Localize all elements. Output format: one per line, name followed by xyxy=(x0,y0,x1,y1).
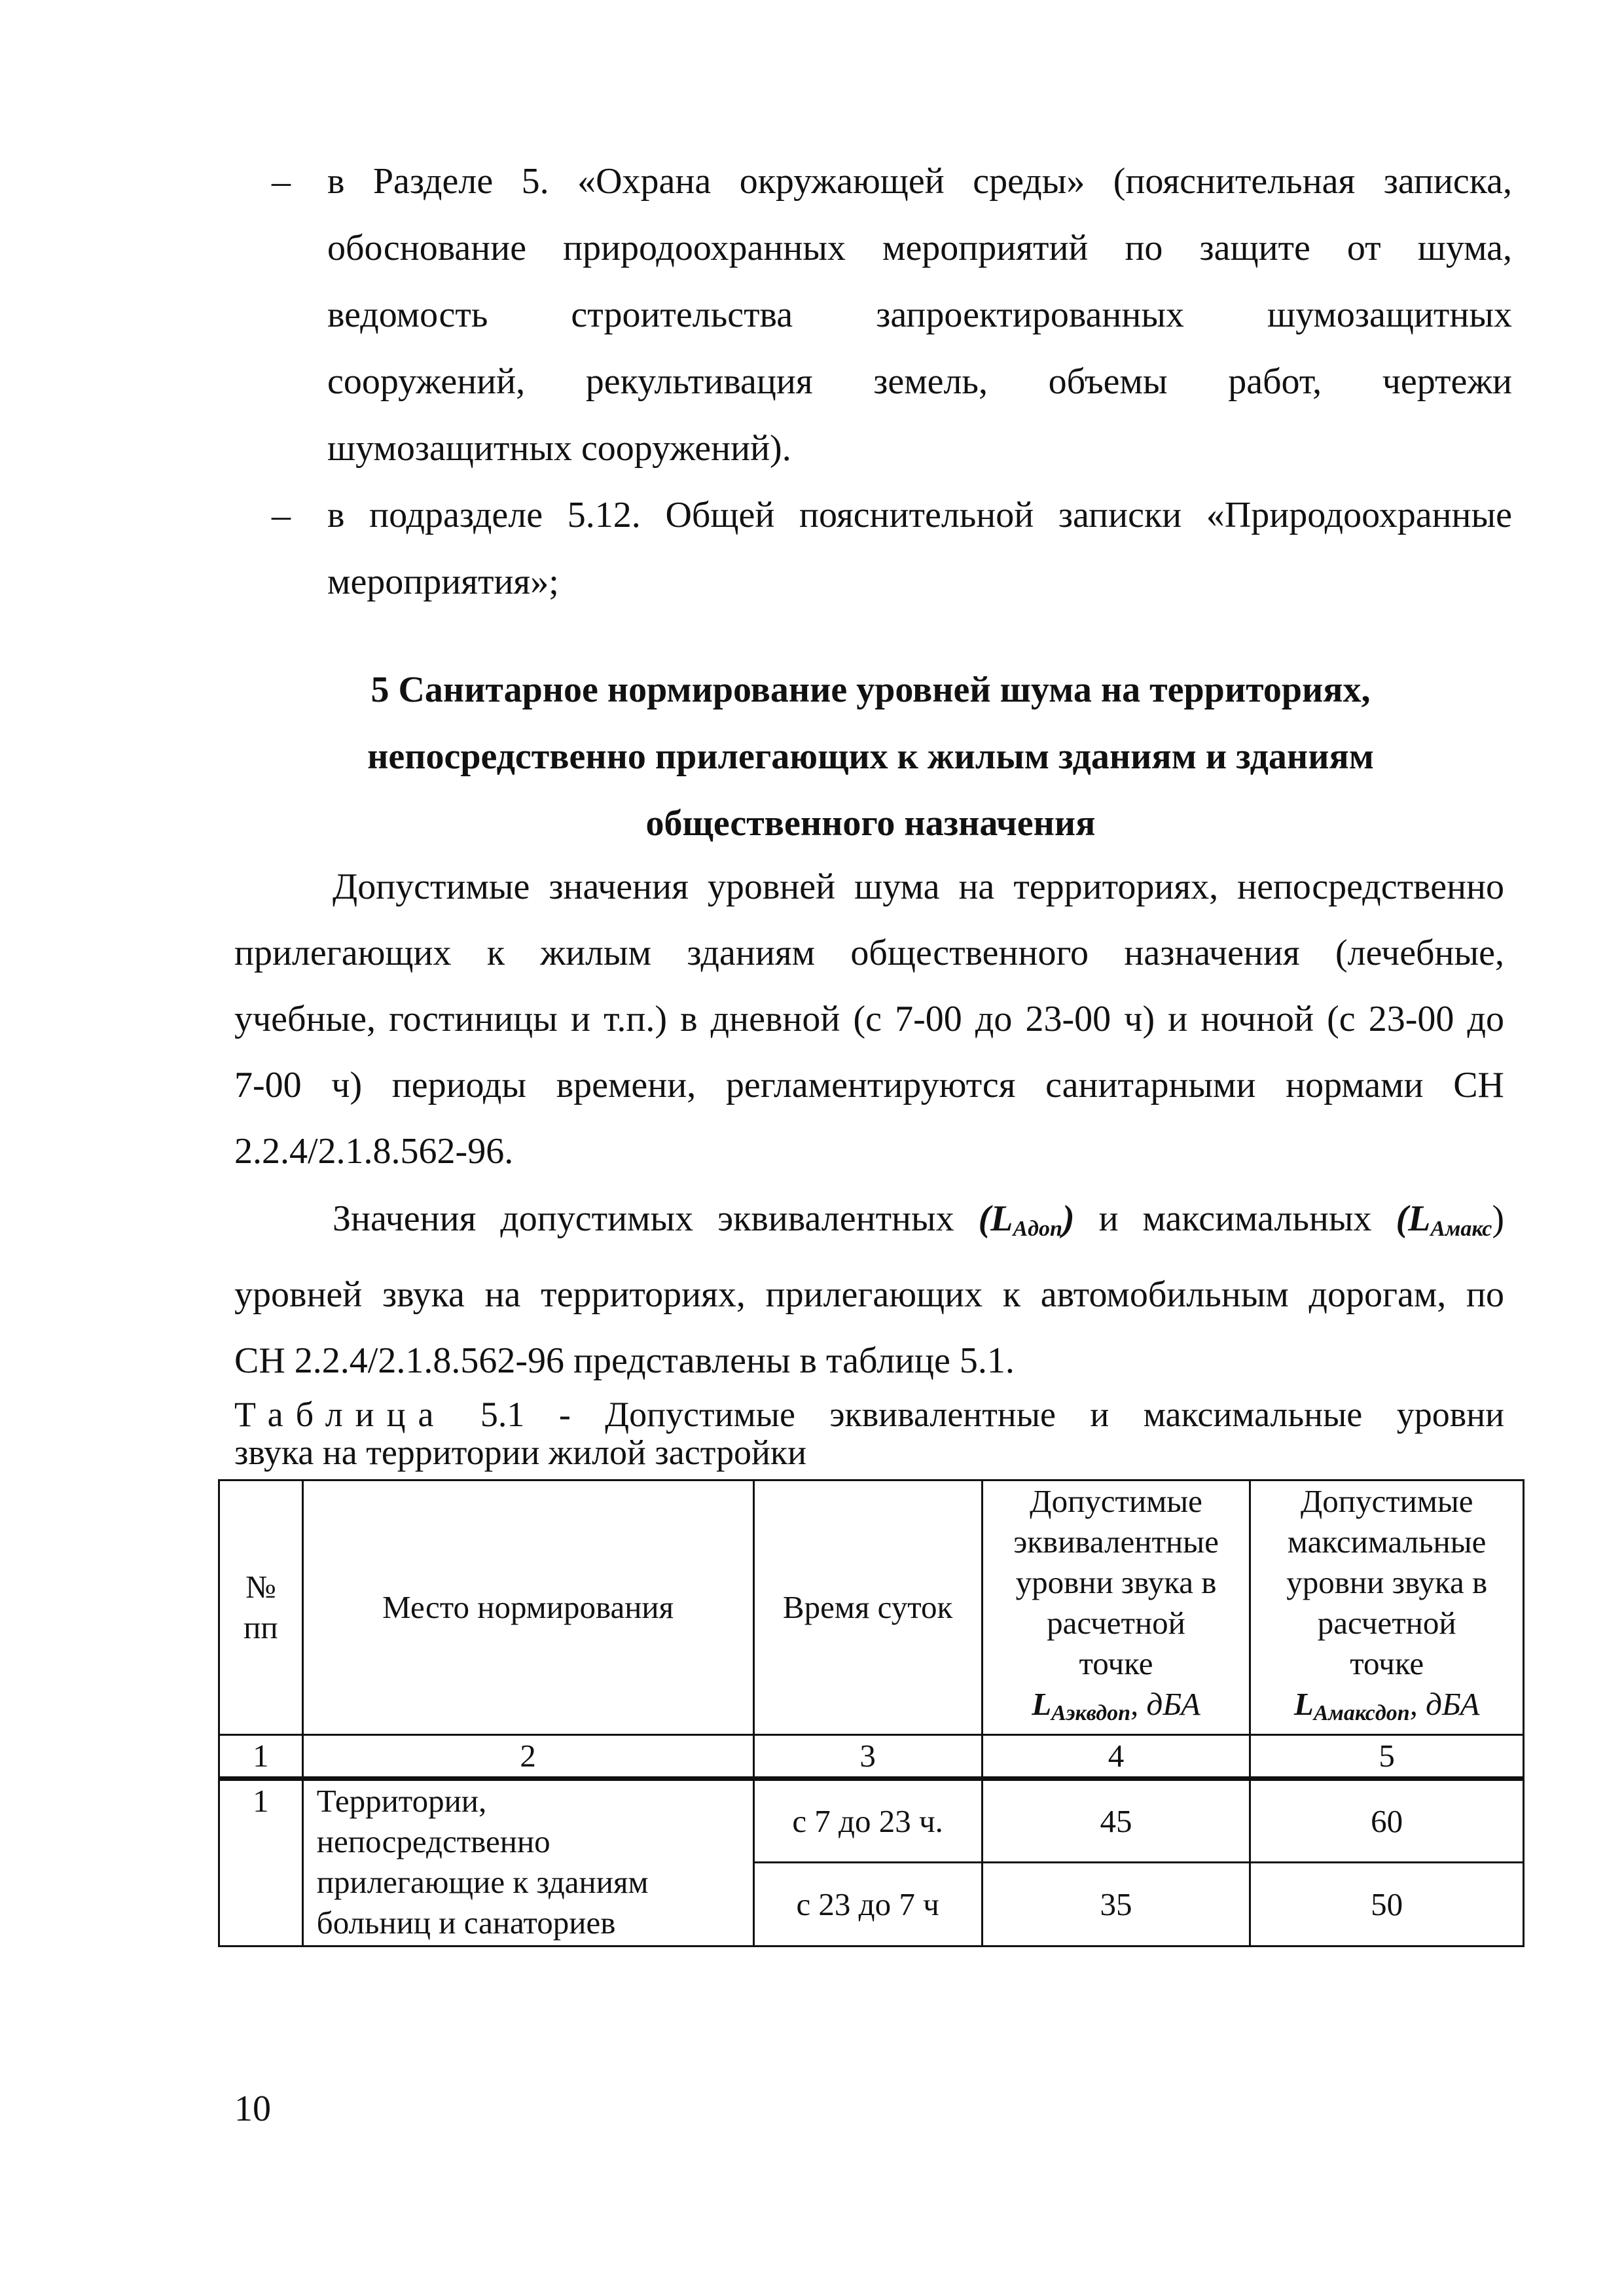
text-line: Допустимые значения уровней шума на территориях, непосредственно xyxy=(333,867,1504,907)
text-line xyxy=(234,1186,1504,1262)
header-place: Место нормирования xyxy=(302,1480,753,1735)
header-line xyxy=(988,1684,1244,1734)
text-line: СН 2.2.4/2.1.8.562-96 представлены в таблице 5.1. xyxy=(234,1340,1015,1381)
row-maximum: 60 xyxy=(1250,1779,1524,1863)
column-number: 3 xyxy=(753,1735,982,1779)
header-line: уровни звука в xyxy=(1286,1564,1488,1600)
section-heading xyxy=(236,656,1506,857)
bullet-text xyxy=(327,148,1512,482)
caption-line xyxy=(234,1395,1504,1433)
text-line: прилегающих к жилым зданиям общественного назначения (лечебные, xyxy=(234,933,1504,973)
variable-symbol: ) xyxy=(1062,1198,1075,1239)
header-line: точке xyxy=(1350,1645,1424,1681)
text-line: сооружений, рекультивация земель, объемы работ, чертежи xyxy=(327,361,1512,402)
text-segment: Значения допустимых эквивалентных xyxy=(333,1198,954,1239)
noise-norms-table xyxy=(218,1479,1525,1947)
variable-subscript: Адоп xyxy=(1013,1217,1062,1241)
heading-line: непосредственно прилегающих к жилым зданиям и зданиям xyxy=(367,736,1374,777)
header-line: Допустимые xyxy=(1030,1483,1202,1519)
text-line: ведомость строительства запроектированных шумозащитных xyxy=(327,295,1512,335)
column-number: 1 xyxy=(219,1735,303,1779)
header-number xyxy=(219,1480,303,1735)
place-line: Территории, xyxy=(316,1783,487,1819)
place-line: больниц и санаториев xyxy=(316,1905,616,1941)
text-line: шумозащитных сооружений). xyxy=(327,428,791,469)
row-time: с 23 до 7 ч xyxy=(753,1863,982,1946)
unit-label: , дБА xyxy=(1409,1686,1480,1722)
caption-label: Таблица xyxy=(234,1395,446,1434)
variable-subscript: Аэквдоп xyxy=(1051,1701,1130,1725)
row-place xyxy=(302,1779,753,1946)
text-line: 2.2.4/2.1.8.562-96. xyxy=(234,1131,514,1172)
row-number: 1 xyxy=(219,1779,303,1946)
page-number: 10 xyxy=(234,2089,271,2129)
row-equivalent: 45 xyxy=(982,1779,1250,1863)
variable-symbol: (L xyxy=(978,1198,1013,1239)
variable-symbol: ) xyxy=(1492,1198,1505,1239)
header-line xyxy=(1256,1684,1517,1734)
bullet-text xyxy=(327,482,1512,615)
unit-label: , дБА xyxy=(1130,1686,1200,1722)
variable-symbol: L xyxy=(1032,1686,1052,1722)
column-number: 4 xyxy=(982,1735,1250,1779)
table-row xyxy=(219,1779,1524,1863)
variable-subscript: Амаксдоп xyxy=(1313,1701,1410,1725)
text-line: 7-00 ч) периоды времени, регламентируются санитарными нормами СН xyxy=(234,1065,1504,1105)
header-line: № xyxy=(245,1569,276,1605)
heading-line: 5 Санитарное нормирование уровней шума на территориях, xyxy=(370,670,1371,710)
table-header-row xyxy=(219,1480,1524,1735)
column-number: 2 xyxy=(302,1735,753,1779)
variable-symbol: L xyxy=(1293,1686,1314,1722)
place-line: непосредственно xyxy=(316,1823,550,1859)
bullet-dash: – xyxy=(272,160,291,202)
header-maximum xyxy=(1250,1480,1524,1735)
paragraph-2 xyxy=(234,1186,1504,1394)
paragraph-1 xyxy=(234,854,1504,1185)
variable-subscript: Амакс xyxy=(1430,1217,1492,1241)
column-number-row xyxy=(219,1735,1524,1779)
bullet-dash: – xyxy=(272,493,291,536)
text-line: уровней звука на территориях, прилегающих к автомобильным дорогам, по xyxy=(234,1274,1504,1315)
header-equivalent xyxy=(982,1480,1250,1735)
heading-line: общественного назначения xyxy=(645,803,1096,844)
row-maximum: 50 xyxy=(1250,1863,1524,1946)
text-line: обоснование природоохранных мероприятий по защите от шума, xyxy=(327,228,1512,268)
caption-line: звука на территории жилой застройки xyxy=(234,1433,806,1472)
column-number: 5 xyxy=(1250,1735,1524,1779)
header-line: пп xyxy=(244,1609,278,1645)
header-line: эквивалентные xyxy=(1013,1524,1219,1560)
header-line: уровни звука в xyxy=(1015,1564,1217,1600)
text-line: в Разделе 5. «Охрана окружающей среды» (пояснительная записка, xyxy=(327,161,1512,202)
header-line: точке xyxy=(1079,1645,1153,1681)
variable-symbol: (L xyxy=(1396,1198,1431,1239)
header-line: расчетной xyxy=(1047,1605,1185,1641)
table-caption xyxy=(234,1395,1504,1471)
text-line: учебные, гостиницы и т.п.) в дневной (с 7-00 до 23-00 ч) и ночной (с 23-00 до xyxy=(234,999,1504,1039)
row-equivalent: 35 xyxy=(982,1863,1250,1946)
caption-text: 5.1 - Допустимые эквивалентные и максимальные уровни xyxy=(480,1395,1504,1434)
header-time: Время суток xyxy=(753,1480,982,1735)
text-line: в подразделе 5.12. Общей пояснительной записки «Природоохранные xyxy=(327,495,1512,535)
header-line: расчетной xyxy=(1317,1605,1456,1641)
row-time: с 7 до 23 ч. xyxy=(753,1779,982,1863)
text-line: мероприятия»; xyxy=(327,562,559,602)
header-line: Допустимые xyxy=(1300,1483,1473,1519)
text-segment: и максимальных xyxy=(1098,1198,1372,1239)
header-line: максимальные xyxy=(1287,1524,1487,1560)
place-line: прилегающие к зданиям xyxy=(316,1864,649,1900)
